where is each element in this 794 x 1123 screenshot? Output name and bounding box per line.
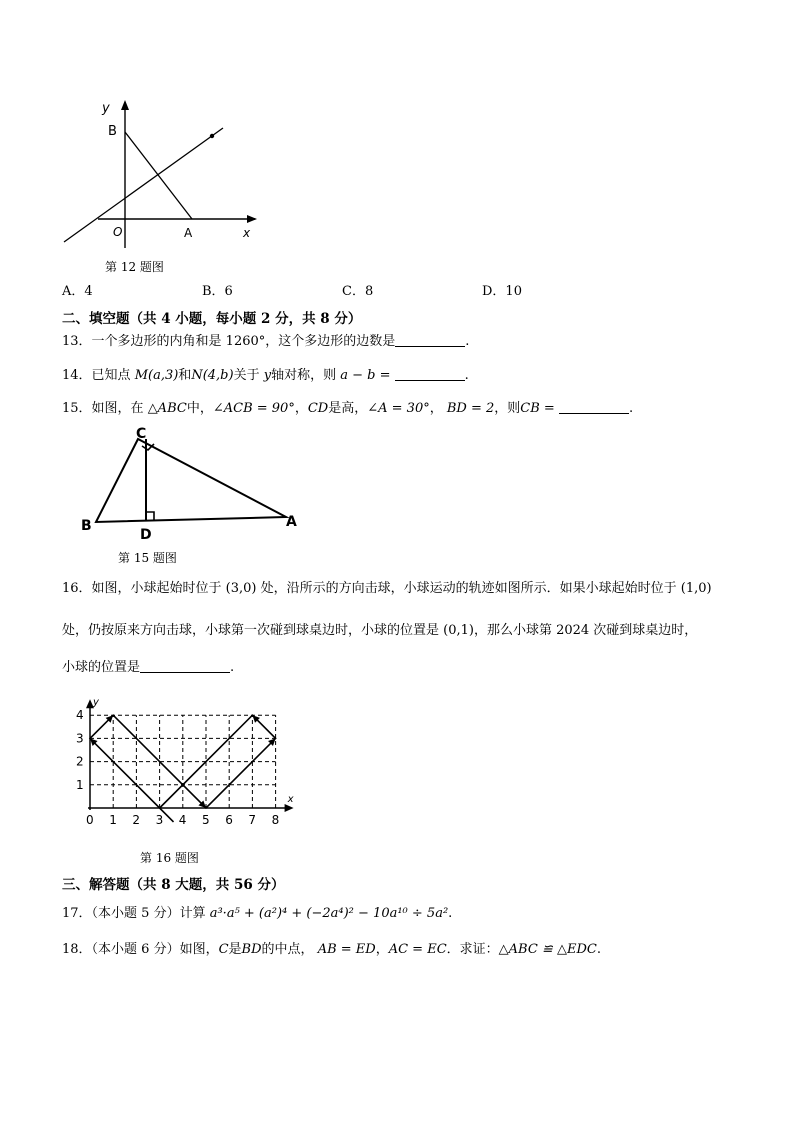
section2-heading: 二、填空题（共 4 小题，每小题 2 分，共 8 分） — [62, 311, 362, 327]
q18-t1: 是 — [228, 942, 242, 957]
q12-label-o: O — [113, 225, 123, 239]
q15-angle-acb: ∠ACB = 90° — [212, 401, 295, 416]
q16-figure — [72, 690, 307, 836]
q12-label-b: B — [108, 124, 117, 139]
q16-x-tick-label: 1 — [109, 813, 117, 827]
q14-mid: 关于 — [233, 368, 260, 383]
q14-and: 和 — [178, 368, 192, 383]
q15-t4: ， — [429, 401, 443, 416]
q16-x-arrow — [285, 804, 294, 812]
q13-answer-blank[interactable] — [395, 332, 465, 347]
q16-y-tick-label: 4 — [76, 708, 84, 723]
q15-t3: 是高， — [328, 401, 368, 416]
q16-line2: 处，仍按原来方向击球，小球第一次碰到球桌边时，小球的位置是 (0,1)，那么小球第 2024 次碰到球桌边时， — [62, 623, 698, 638]
q16-x-tick-label: 7 — [248, 813, 257, 827]
q12-figure — [60, 92, 270, 254]
q16-x-tick-label: 6 — [225, 813, 233, 827]
q16-x-tick-label: 2 — [132, 813, 141, 827]
q17-tail: . — [448, 906, 453, 921]
q12-caption: 第 12 题图 — [105, 260, 164, 274]
q18-tail: . — [596, 942, 601, 957]
q15-label-b: B — [81, 518, 92, 534]
q12-x-arrow — [247, 215, 257, 223]
q15-caption: 第 15 题图 — [118, 551, 177, 565]
q15-triangle-shape — [96, 439, 286, 522]
q15-t2: ， — [294, 401, 308, 416]
q12-line — [64, 128, 223, 242]
q12-option-d: D．10 — [482, 284, 522, 299]
q14 — [62, 366, 469, 385]
q13 — [62, 332, 469, 351]
q15-t5: ，则 — [494, 401, 521, 416]
q12-y-arrow — [121, 100, 129, 110]
q15-label-c: C — [136, 426, 147, 442]
q14-point-n: N(4,b) — [191, 368, 234, 383]
q16-y-tick-label: 1 — [76, 777, 84, 792]
q15-triangle: △ABC — [147, 401, 187, 416]
q16-tail: . — [230, 660, 235, 675]
q16-y-axis-label: y — [93, 697, 99, 709]
q12-label-y: y — [102, 101, 110, 116]
q18-t2: 的中点， — [261, 942, 314, 957]
q14-expr: a − b = — [340, 368, 391, 383]
q12-label-a: A — [184, 226, 193, 240]
q15-bd: BD = 2 — [446, 401, 495, 416]
q14-tail: . — [464, 368, 469, 383]
q18-c: C — [218, 942, 229, 957]
q18-prefix: 18．（本小题 6 分）如图， — [62, 942, 219, 957]
q18-t4: ．求证： — [446, 942, 499, 957]
q14-prefix: 14．已知点 — [62, 368, 131, 383]
q16-line1: 16．如图，小球起始时位于 (3,0) 处，沿所示的方向击球，小球运动的轨迹如图所示．如果小球起始时位于 (1,0) — [62, 581, 712, 596]
q16-x-tick-label: 5 — [202, 813, 210, 827]
q12-line-dot — [210, 134, 214, 138]
q18-t3: ， — [375, 942, 389, 957]
q15-tail: . — [628, 401, 634, 416]
q18-bd: BD — [241, 942, 262, 957]
q16-line3-text: 小球的位置是 — [62, 660, 141, 675]
q12-option-c: C．8 — [342, 284, 374, 299]
q16-x-tick-label: 4 — [178, 813, 187, 827]
q15-cd: CD — [307, 401, 329, 416]
section3-heading: 三、解答题（共 8 大题，共 56 分） — [62, 877, 285, 893]
q17 — [62, 905, 452, 923]
q16-x-tick-label: 3 — [155, 813, 164, 827]
q14-answer-blank[interactable] — [395, 366, 465, 381]
q18-eq1: AB = ED — [317, 942, 376, 957]
q12-label-x: x — [243, 226, 251, 240]
q15-t1: 中， — [186, 401, 213, 416]
q12-segment-ba — [125, 132, 192, 219]
q16-y-tick-label: 3 — [76, 731, 84, 746]
q15-answer-blank[interactable] — [559, 399, 629, 414]
q13-text: 13．一个多边形的内角和是 1260°，这个多边形的边数是 — [62, 334, 396, 349]
q16-caption: 第 16 题图 — [140, 851, 199, 865]
q12-option-b: B．6 — [202, 284, 233, 299]
q15-label-d: D — [140, 527, 152, 543]
q16-answer-blank[interactable] — [140, 658, 230, 673]
q13-tail: . — [465, 334, 470, 349]
q16-x-axis-label: x — [287, 794, 294, 805]
q14-mid2: 轴对称，则 — [271, 368, 337, 383]
q18-eq2: AC = EC — [388, 942, 447, 957]
q15-prefix: 15．如图，在 — [62, 401, 144, 416]
q16-line3 — [62, 658, 234, 677]
q16-y-tick-label: 2 — [76, 754, 84, 769]
q15-angle-a: ∠A = 30° — [367, 401, 430, 416]
q15 — [62, 399, 633, 418]
q14-axis: y — [263, 368, 272, 383]
q12-option-a: A．4 — [62, 284, 93, 299]
q15-label-a: A — [286, 514, 297, 530]
q17-expression: a³·a⁵ + (a²)⁴ + (−2a⁴)² − 10a¹⁰ ÷ 5a² — [209, 906, 449, 921]
q17-prefix: 17．（本小题 5 分）计算 — [62, 906, 206, 921]
q15-cb: CB = — [520, 401, 555, 416]
q18 — [62, 941, 601, 959]
q15-figure — [76, 422, 306, 544]
q16-x-tick-label: 0 — [86, 813, 94, 827]
q14-point-m: M(a,3) — [134, 368, 179, 383]
q16-x-tick-label: 8 — [271, 813, 280, 827]
q18-claim: △ABC ≌ △EDC — [498, 942, 597, 957]
